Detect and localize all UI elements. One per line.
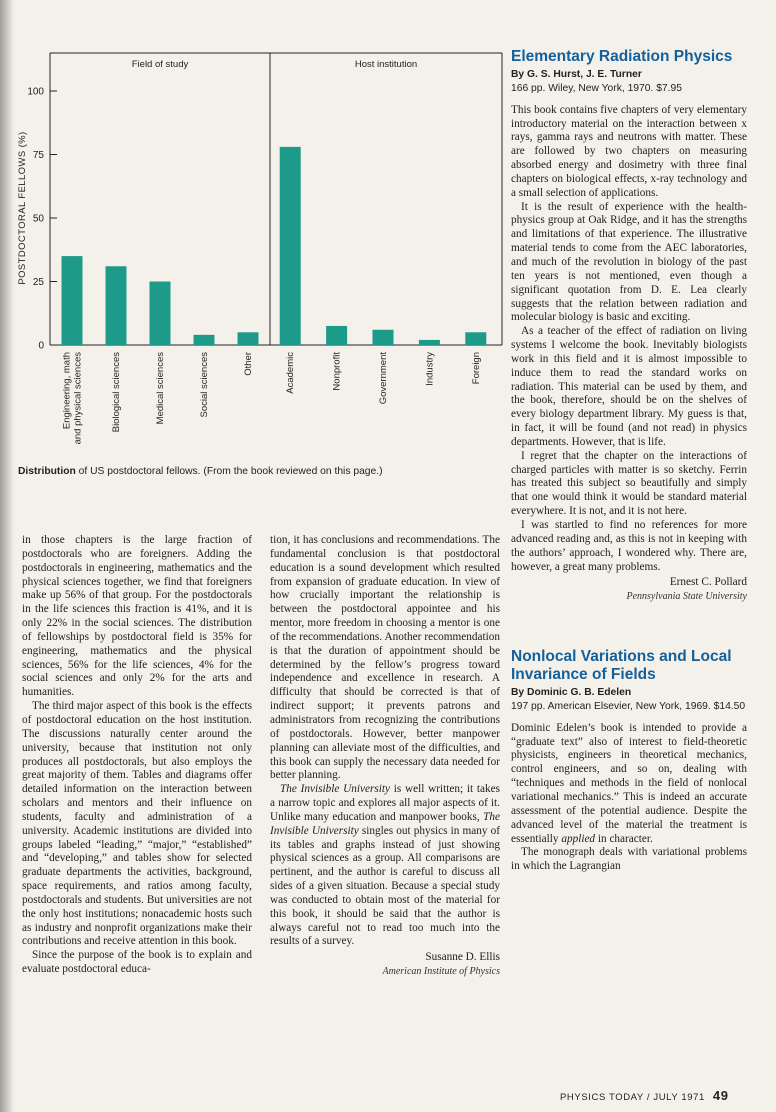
review1-authors: By G. S. Hurst, J. E. Turner bbox=[511, 69, 642, 80]
review-radiation-physics bbox=[511, 48, 747, 604]
middle-paragraph-2 bbox=[270, 783, 500, 949]
review1-title: Elementary Radiation Physics bbox=[511, 48, 733, 65]
bars bbox=[62, 147, 487, 345]
caption-text: of US postdoctoral fellows. (From the book reviewed on this page.) bbox=[75, 466, 383, 477]
page-number: 49 bbox=[712, 1088, 729, 1103]
y-tick-label-0: 0 bbox=[38, 340, 44, 352]
x-tick-label-academic-0: Academic bbox=[285, 352, 297, 394]
x-tick-label-medical-sciences-0: Medical sciences bbox=[155, 352, 166, 425]
x-tick-label-government-0: Government bbox=[378, 352, 389, 405]
panel-titles bbox=[132, 59, 417, 70]
postdoc-distribution-chart bbox=[0, 40, 505, 480]
review2-paragraph-2: The monograph deals with variational problems in which the Lagrangian bbox=[511, 846, 747, 873]
bar-foreign bbox=[465, 332, 486, 345]
reviewer-signature-ellis: Susanne D. Ellis bbox=[425, 951, 500, 964]
x-tick-label-social-sciences-0: Social sciences bbox=[199, 352, 210, 418]
review2-publication: 197 pp. American Elsevier, New York, 1969. $14.50 bbox=[511, 700, 746, 712]
review-nonlocal-variations bbox=[511, 648, 747, 874]
middle-paragraph-2-text-a: is well written; it takes a narrow topic and explores all major aspects of it. Unlike many education and manpower books, bbox=[270, 783, 500, 823]
panel-title-1: Field of study bbox=[131, 59, 189, 70]
bar-medical-sciences bbox=[150, 282, 171, 346]
page-footer bbox=[560, 1088, 760, 1103]
review2-authors: By Dominic G. B. Edelen bbox=[511, 687, 632, 699]
x-tick-label-industry-0: Industry bbox=[424, 352, 436, 386]
left-paragraph-2: The third major aspect of this book is the effects of postdoctoral education on the host institution. The discussions naturally center around the university, because that institution not only produces all postdoctorals, but also employs the great majority of them. Tables and diagrams offer detailed information on the interaction between scholars and mentors and their influence on students, faculty and administration of a university. Academic institutions are divided into groups labeled “leading,” “major,” “established” and “developing,” and tables show for selected graduate departments the activities, background, space requirements, and ratios among faculty, postdoctorals and students. But universities are not the only host institutions; nonacademic hosts such as industry and nonprofit organizations make their contributions and receive attention in this book. bbox=[22, 700, 252, 948]
x-tick-label-nonprofit-0: Nonprofit bbox=[331, 352, 343, 391]
reviewer-signature-pollard: Ernest C. Pollard bbox=[669, 576, 747, 589]
review1-paragraph-2: It is the result of experience with the health-physics group at Oak Ridge, and it has the strengths and limitations of that experience. The illustrative material tends to come from the AEC laboratories, and much of the revolution in biology of the past ten years is not mentioned, even though a significant quotation from D. E. Lea clearly suggests that the relation between radiation and molecular biology is basic and exciting. bbox=[511, 200, 747, 324]
y-axis bbox=[17, 87, 57, 352]
review2-paragraph-1 bbox=[511, 722, 747, 847]
y-tick-label-25: 25 bbox=[32, 277, 44, 288]
journal-issue: PHYSICS TODAY / JULY 1971 bbox=[560, 1092, 705, 1103]
x-tick-label-biological-sciences-0: Biological sciences bbox=[111, 352, 122, 433]
review2-paragraph-1-text-a: Dominic Edelen’s book is intended to provide a “graduate text” also of interest to field-theoretic physicists, engineers in theoretical mechanics, control engineers, and so on, dealing with “techniques and methods in the field of nonlocal variational mechanics.” This is indeed an accurate assessment of the potential audience. Despite the advanced level of the material the treatment is essentially bbox=[511, 721, 747, 845]
reviewer-affiliation-pollard: Pennsylvania State University bbox=[626, 591, 747, 603]
review1-paragraph-5: I was startled to find no references for more advanced reading and, as this is not in keeping with the authors’ approach, I wondered why. There are, however, a great many problems. bbox=[511, 519, 747, 573]
left-paragraph-1: in those chapters is the large fraction of postdoctorals who are foreigners. Adding the postdoctorals in engineering, mathematics and the physical sciences together, we find that foreigners make up 56% of that group. For the postdoctorals in the life sciences this fraction is 41%, and it is only 22% in the social sciences. The distribution of fellowships by postdoctoral field is 35% for engineering, mathematics and the physical sciences, 56% for the life sciences, 4% for the social sciences and only 2% for the arts and humanities. bbox=[22, 534, 252, 699]
bar-engineering-math-and-physical-sciences bbox=[62, 256, 83, 345]
panel-title-2: Host institution bbox=[354, 59, 418, 70]
bar-nonprofit bbox=[326, 326, 347, 345]
article-column-middle bbox=[270, 534, 500, 979]
bar-academic bbox=[280, 147, 301, 345]
article-column-left bbox=[22, 534, 252, 977]
x-tick-label-foreign-0: Foreign bbox=[470, 352, 482, 385]
reviewer-affiliation-ellis: American Institute of Physics bbox=[382, 966, 500, 978]
x-tick-label-engineering-math-and-physical-sciences-1: and physical sciences bbox=[72, 352, 84, 445]
caption-bold: Distribution bbox=[18, 466, 76, 477]
review2-paragraph-1-text-b: in character. bbox=[595, 832, 653, 845]
review1-paragraph-1: This book contains five chapters of very elementary introductory material on the interaction between x rays, gamma rays and neutrons with matter. These are followed by two chapters on measuring absorbed energy and dosimetry with three final chapters on biological effects, x-ray technology and a small selection of applications. bbox=[511, 103, 747, 199]
y-tick-label-100: 100 bbox=[27, 86, 44, 98]
x-tick-label-engineering-math-and-physical-sciences-0: Engineering, math bbox=[61, 352, 73, 430]
middle-paragraph-2-text-b: singles out physics in many of its tables and graphs instead of just showing physical sciences as a group. All comparisons are pertinent, and the author is careful to discuss all sides of a given situation. Because a special study was conducted to obtain most of the material for this book, it should be said that the author is always careful not to read too much into the results of a survey. bbox=[270, 824, 500, 948]
x-tick-labels bbox=[62, 352, 482, 445]
reviews-column-right bbox=[511, 48, 747, 874]
review1-paragraph-4: I regret that the chapter on the interactions of charged particles with matter is so sketchy. Ferrin has treated this subject so beautifully and simply that one would think it would be standard material everywhere. It is not, and it is not here. bbox=[511, 449, 747, 518]
figure-caption bbox=[18, 466, 498, 477]
y-axis-label: POSTDOCTORAL FELLOWS (%) bbox=[17, 131, 28, 285]
y-tick-label-50: 50 bbox=[32, 213, 44, 225]
bar-industry bbox=[419, 340, 440, 345]
review1-paragraph-3: As a teacher of the effect of radiation on living systems I welcome the book. Inevitably biologists work in this field and it is almost impossible to induce them to read the standard works on radiation. This material can be used by them, and the book, therefore, should be on the shelves of every biology department library. My guess is that, in fact, it will be found (and not read) in physics departments. However, that is life. bbox=[511, 325, 747, 448]
bar-government bbox=[373, 330, 394, 345]
review1-publication: 166 pp. Wiley, New York, 1970. $7.95 bbox=[511, 82, 682, 94]
bar-social-sciences bbox=[194, 335, 215, 345]
y-tick-label-75: 75 bbox=[32, 150, 44, 161]
middle-paragraph-1: tion, it has conclusions and recommendations. The fundamental conclusion is that postdoctoral education is a sound development which resulted from expansion of graduate education. In view of how crucially important the relationship is between the postdoctoral appointee and his mentor, more freedom in choosing a mentor is one of the recommendations. Another recommendation is that the duration of appointment should be determined by the fellow’s progress toward independence and excellence in research. A difficulty that should be corrected is that of indirect support; it prevents patrons and administrators from recognizing the contributions of postdoctorals. However, better manpower planning can alleviate most of the difficulties, and this book can supply the necessary data needed for better planning. bbox=[270, 534, 500, 782]
x-tick-label-other-0: Other bbox=[243, 352, 254, 376]
bar-biological-sciences bbox=[106, 266, 127, 345]
review2-title: Nonlocal Variations and Local Invariance of Fields bbox=[511, 648, 732, 684]
left-paragraph-3: Since the purpose of the book is to explain and evaluate postdoctoral educa- bbox=[22, 949, 252, 976]
book-title-italic: The Invisible University bbox=[280, 783, 390, 796]
bar-other bbox=[238, 332, 259, 345]
review2-italic-applied: applied bbox=[561, 832, 596, 845]
book-title-italic-2: The Invisible University bbox=[270, 810, 500, 837]
